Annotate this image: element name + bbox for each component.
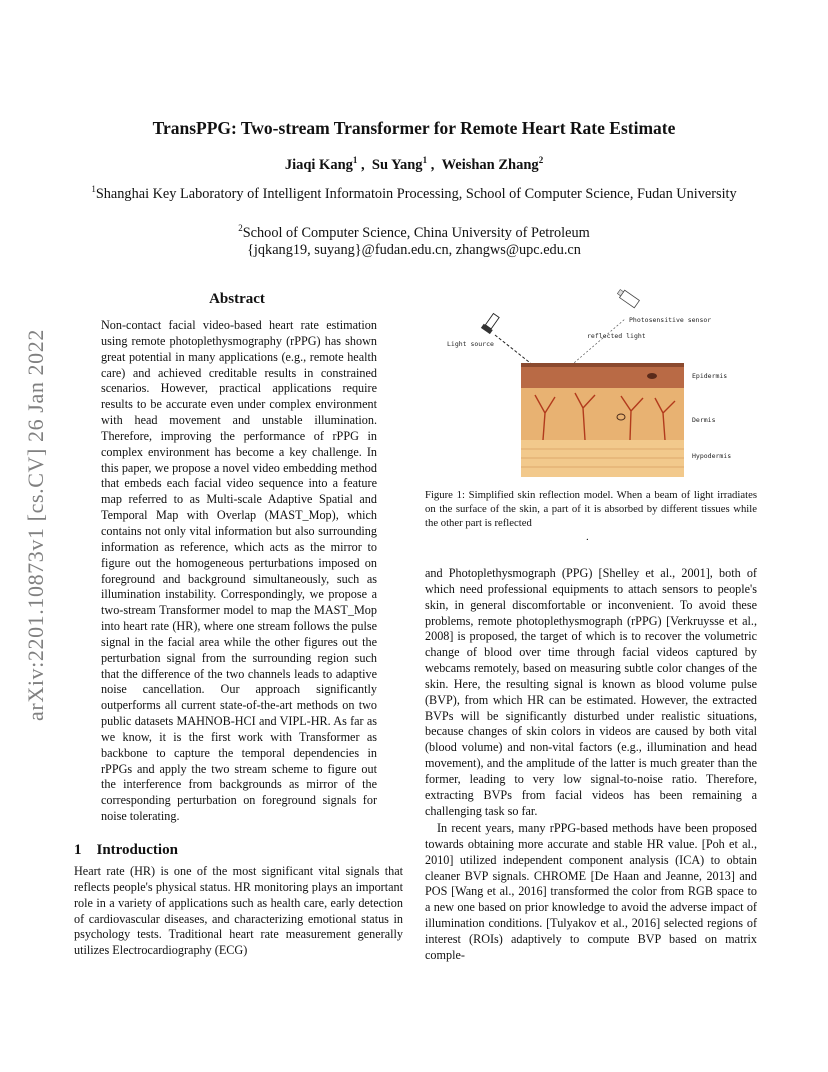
hypodermis-label: Hypodermis — [692, 452, 732, 460]
dermis-label: Dermis — [692, 416, 716, 424]
skin-reflection-figure — [425, 283, 757, 481]
light-source-label: Light source — [447, 340, 494, 348]
skin-surface — [521, 363, 684, 367]
introduction-paragraph: Heart rate (HR) is one of the most significant vital signals that reflects people's physical status. HR monitoring plays an important role in a variety of applications such as health care, early detection of cardiovascular diseases, and characterizing emotional status in psychology tests. Traditional heart rate measurement generally utilizes Electrocardiography (ECG) — [74, 864, 403, 958]
abstract-body: Non-contact facial video-based heart rate estimation using remote photoplethysmography (rPPG) has shown great potential in many applications (e.g., remote health care) and achieved creditable results in constrained scenarios. However, practical applications require results to be accurate even under complex environment with head movement and unstable illumination. Therefore, improving the performance of rPPG in complex environment has become a key challenge. In this paper, we propose a novel video embedding method that embeds each facial video sequence into a feature map referred to as Multi-scale Adaptive Spatial and Temporal Map with Overlap (MAST_Mop), which contains not only vital information but also surrounding information as reference, which acts as the mirror to figure out the homogeneous perturbations imposed on foreground and background simultaneously, such as illumination instability. Correspondingly, we propose a two-stream Transformer model to map the MAST_Mop into heart rate (HR), where one stream follows the pulse signal in the facial area while the other figures out the perturbation signal from the surrounding region such that the difference of the two channels leads to adaptive noise cancellation. Our approach significantly outperforms all current state-of-the-art methods on two public datasets MAHNOB-HCI and VIPL-HR. As far as we know, it is the first work with Transformer as backbone to capture the temporal dependencies in rPPGs and apply the two stream scheme to figure out the interference from backgrounds as mirror of the corresponding perturbation on foreground signals for noise tolerating. — [101, 318, 377, 824]
author-name: Weishan Zhang — [441, 156, 539, 173]
author-name: Jiaqi Kang — [284, 156, 353, 173]
author-emails: {jqkang19, suyang}@fudan.edu.cn, zhangws@upc.edu.cn — [247, 242, 581, 258]
reflected-light-label: reflected light — [587, 332, 646, 340]
affiliation-text: Shanghai Key Laboratory of Intelligent Informatoin Processing, School of Computer Science, Fudan University — [95, 185, 737, 202]
flashlight-icon — [481, 312, 501, 334]
hypodermis-layer — [521, 440, 684, 477]
body-paragraph: In recent years, many rPPG-based methods have been proposed towards obtaining more accurate and stable HR value. [Poh et al., 2010] utilized independent component analysis (ICA) to obtain cleaner BVP signals. CHROME [De Haan and Jeanne, 2013] and POS [Wang et al., 2016] transformed the color from RGB space to a new one based on prior knowledge to avoid the adverse impact of illumination conditions. [Tulyakov et al., 2016] selected regions of interest (ROIs) adaptively to compute BVP based on matrix comple- — [425, 821, 757, 962]
introduction-heading: 1 Introduction — [74, 842, 178, 858]
paper-title: TransPPG: Two-stream Transformer for Remote Heart Rate Estimate — [152, 118, 676, 138]
affiliation-2 — [60, 219, 768, 243]
author-affiliation: 2 — [538, 155, 544, 165]
abstract-heading: Abstract — [209, 291, 265, 307]
sensor-label: Photosensitive sensor — [629, 316, 712, 324]
epidermis-label: Epidermis — [692, 372, 728, 380]
body-paragraph: and Photoplethysmograph (PPG) [Shelley et al., 2001], both of which need professional equipments to attach sensors to people's skin, in general discomfortable or inconvenient. To avoid these problems, remote photoplethysmograph (rPPG) [Verkruysse et al., 2008] is proposed, the target of which is to recover the volumetric change of blood over time through facial videos captured by webcams remotely, based on measuring subtle color changes of the skin. Here, the resulting signal is known as blood volume pulse (BVP), from which HR can be estimated. However, the extracted BVPs will be significantly disturbed under realistic situations, because changes of skin colors in videos are caused by both vital (blood volume) and non-vital factors (e.g., illumination and head movement), and the amplitude of the latter is much greater than the former, leading to very low signal-to-noise ratio. Therefore, extracting BVPs from facial videos has been remaining a challenging task so far. — [425, 566, 757, 818]
author-affiliation: 1 — [352, 155, 358, 165]
author-name: Su Yang — [371, 156, 423, 173]
figure-caption: Figure 1: Simplified skin reflection model. When a beam of light irradiates on the surface of the skin, a part of it is absorbed by different tissues while the other part is reflected — [425, 489, 757, 530]
arxiv-identifier: arXiv:2201.10873v1 [cs.CV] 26 Jan 2022 — [23, 329, 48, 721]
caption-dot: . — [586, 531, 589, 543]
affiliation-text: School of Computer Science, China University of Petroleum — [242, 224, 590, 241]
affiliation-number: 1 — [91, 184, 96, 194]
affiliation-1 — [60, 180, 768, 204]
skin-reflection-diagram — [425, 283, 757, 481]
author-affiliation: 1 — [422, 155, 428, 165]
author-list: Jiaqi Kang$^1$ , Su Yang$^1$ , Weishan Zhang$^2$ — [284, 155, 544, 173]
sensor-icon — [616, 288, 639, 308]
epidermis-cell — [647, 373, 657, 379]
arxiv-stamp — [21, 290, 51, 760]
affiliation-number: 2 — [238, 223, 243, 233]
